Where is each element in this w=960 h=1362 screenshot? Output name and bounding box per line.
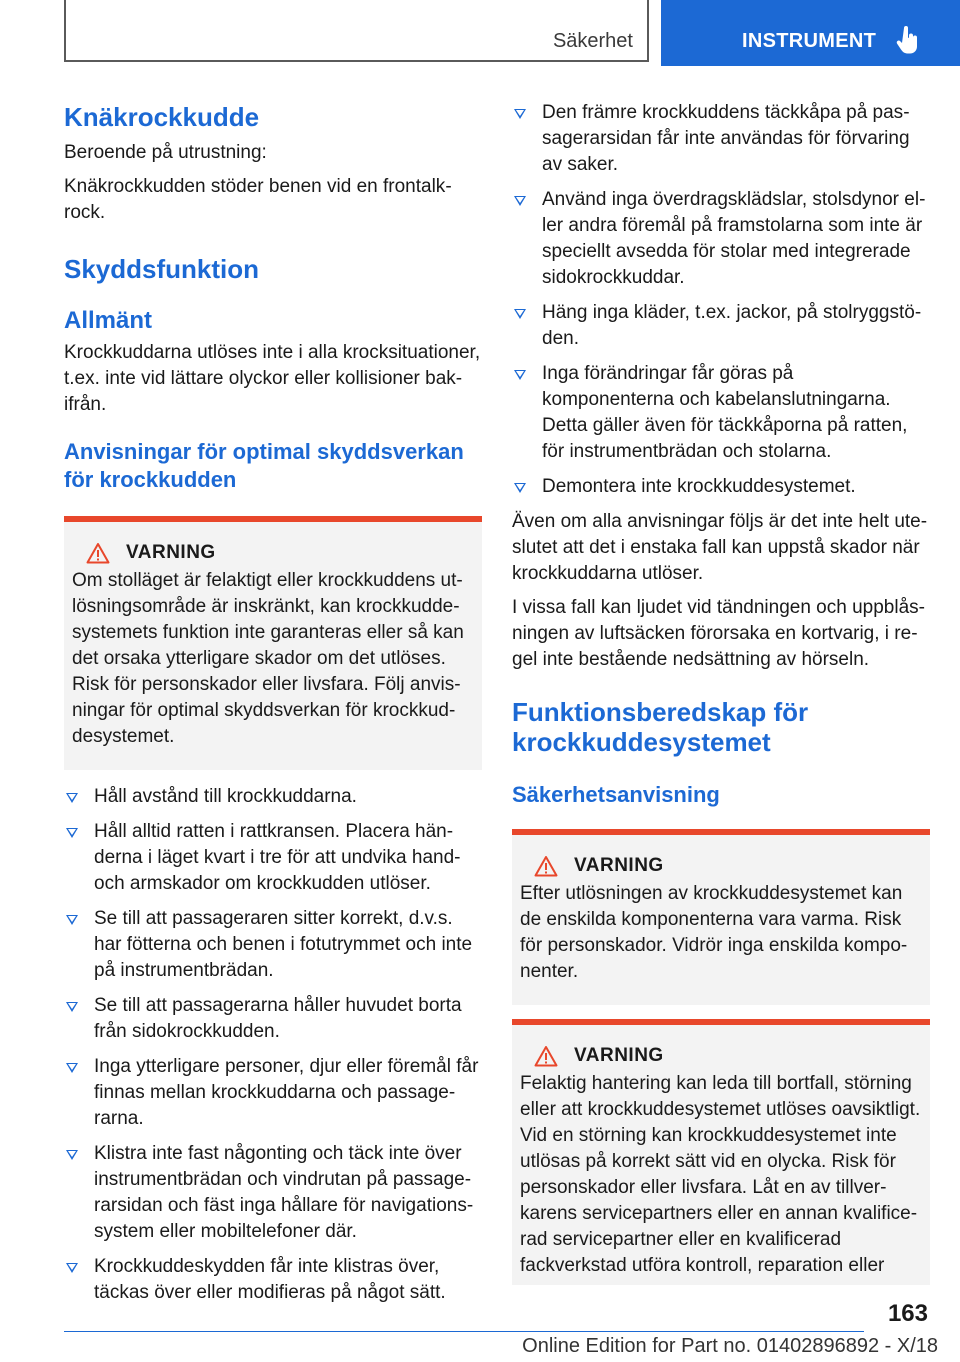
bullet-triangle-icon xyxy=(66,1002,78,1012)
section-header-box xyxy=(64,0,649,62)
bullet-triangle-icon xyxy=(514,370,526,380)
warning-text: Efter utlösningen av krockkuddesystemet kan de enskilda komponenterna vara varma. Risk för personskador. Vidrör inga enskilda komponenter. xyxy=(520,883,908,982)
bullet-triangle-icon xyxy=(66,1150,78,1160)
chapter-tab-label: INSTRUMENT xyxy=(742,30,877,52)
warning-triangle-icon xyxy=(534,1045,558,1067)
heading-readiness: Funktionsberedskap för krockkuddesystemet xyxy=(512,697,809,757)
warning-label: VARNING xyxy=(126,542,216,563)
footer-divider xyxy=(64,1331,864,1332)
general-text: Krockkuddarna utlöses inte i alla krocksituationer, t.ex. inte vid lättare olyckor eller kollisioner bakifrån. xyxy=(64,342,481,415)
list-item: Håll avstånd till krockkuddarna. xyxy=(64,784,482,810)
warning-text: Felaktig hantering kan leda till bortfall, störning eller att krockkuddesystemet utlöses oavsiktligt. Vid en störning kan krockkuddesystemet inte utlösas på korrekt sätt vid en olycka. Risk för personskador eller livsfara. Låt en av tillverkarens servicepartners eller en annan kvalificerad servicepartner eller en kvalificerad fackverkstad utföra kontroll, reparation eller xyxy=(520,1073,921,1276)
warning-text: Om stolläget är felaktigt eller krockkuddens utlösningsområde är inskränkt, kan krockkuddesystemets funktion inte garanteras eller så kan det orsaka ytterligare skador om det utlöses. Risk för personskador eller livsfara. Följ anvisningar för optimal skyddsverkan för krockkuddesystemet. xyxy=(72,570,464,747)
left-column xyxy=(64,100,482,1315)
bullet-triangle-icon xyxy=(66,828,78,838)
page-header xyxy=(0,0,960,66)
bullet-triangle-icon xyxy=(66,1263,78,1273)
heading-protection-function: Skyddsfunktion xyxy=(64,254,260,284)
list-item: Krockkuddeskydden får inte klistras över, täckas över eller modifieras på något sätt. xyxy=(64,1254,482,1306)
intro-description: Knäkrockkudden stöder benen vid en frontalkrock. xyxy=(64,176,452,223)
bullet-triangle-icon xyxy=(66,793,78,803)
bullet-triangle-icon xyxy=(514,196,526,206)
bullet-triangle-icon xyxy=(66,1063,78,1073)
warning-box xyxy=(512,1019,930,1285)
list-item: Inga förändringar får göras på komponenterna och kabelanslutningarna. Detta gäller även för täckkåporna på ratten, för instrumentbrädan och stolarna. xyxy=(512,361,930,465)
warning-triangle-icon xyxy=(534,855,558,877)
heading-general: Allmänt xyxy=(64,307,153,334)
page-number: 163 xyxy=(887,1300,928,1327)
heading-safety-note: Säkerhetsanvisning xyxy=(512,782,720,807)
warning-label: VARNING xyxy=(574,855,664,876)
list-item: Se till att passagerarna håller huvudet borta från sidokrockkudden. xyxy=(64,993,482,1045)
bullet-triangle-icon xyxy=(514,309,526,319)
chapter-tab xyxy=(661,0,960,66)
list-item: Häng inga kläder, t.ex. jackor, på stolryggstöden. xyxy=(512,300,930,352)
left-bullet-list xyxy=(64,784,482,1306)
list-item: Håll alltid ratten i rattkransen. Placera händerna i läget kvart i tre för att undvika hand- och armskador om krockkudden utlöser. xyxy=(64,819,482,897)
bullet-triangle-icon xyxy=(66,915,78,925)
bullet-triangle-icon xyxy=(514,483,526,493)
section-title: Säkerhet xyxy=(552,30,633,52)
list-item: Se till att passageraren sitter korrekt, d.v.s. har fötterna och benen i fotutrymmet och inte på instrumentbrädan. xyxy=(64,906,482,984)
hand-pointer-icon xyxy=(896,26,920,54)
warning-label: VARNING xyxy=(574,1045,664,1066)
list-item: Demontera inte krockkuddesystemet. xyxy=(512,474,930,500)
right-bullet-list xyxy=(512,100,930,500)
bullet-triangle-icon xyxy=(514,109,526,119)
warning-box xyxy=(64,516,482,770)
list-item: Klistra inte fast någonting och täck inte över instrumentbrädan och vindrutan på passagerarsidan och fäst inga hållare för navigationssystem eller mobiltelefoner där. xyxy=(64,1141,482,1245)
title-knee-airbag: Knäkrockkudde xyxy=(64,102,260,132)
right-column xyxy=(512,100,930,1285)
list-item: Använd inga överdragsklädslar, stolsdynor eller andra föremål på framstolarna som inte är speciellt avsedda för stolar med integrerade sidokrockkuddar. xyxy=(512,187,930,291)
warning-box xyxy=(512,829,930,1005)
footer-edition: Online Edition for Part no. 01402896892 - X/18 xyxy=(522,1335,938,1357)
list-item: Inga ytterligare personer, djur eller föremål får finnas mellan krockkuddarna och passagerarna. xyxy=(64,1054,482,1132)
warning-triangle-icon xyxy=(86,542,110,564)
intro-equipment: Beroende på utrustning: xyxy=(64,142,267,163)
paragraph-residual-risk: Även om alla anvisningar följs är det inte helt uteslutet att det i enstaka fall kan uppstå skador när krockkuddarna utlöser. xyxy=(512,511,928,584)
list-item: Den främre krockkuddens täckkåpa på passagerarsidan får inte användas för förvaring av saker. xyxy=(512,100,930,178)
paragraph-hearing: I vissa fall kan ljudet vid tändningen och uppblåsningen av luftsäcken förorsaka en kortvarig, i regel inte bestående nedsättning av hörseln. xyxy=(512,597,925,670)
heading-instructions: Anvisningar för optimal skyddsverkan för krockkudden xyxy=(64,439,464,492)
